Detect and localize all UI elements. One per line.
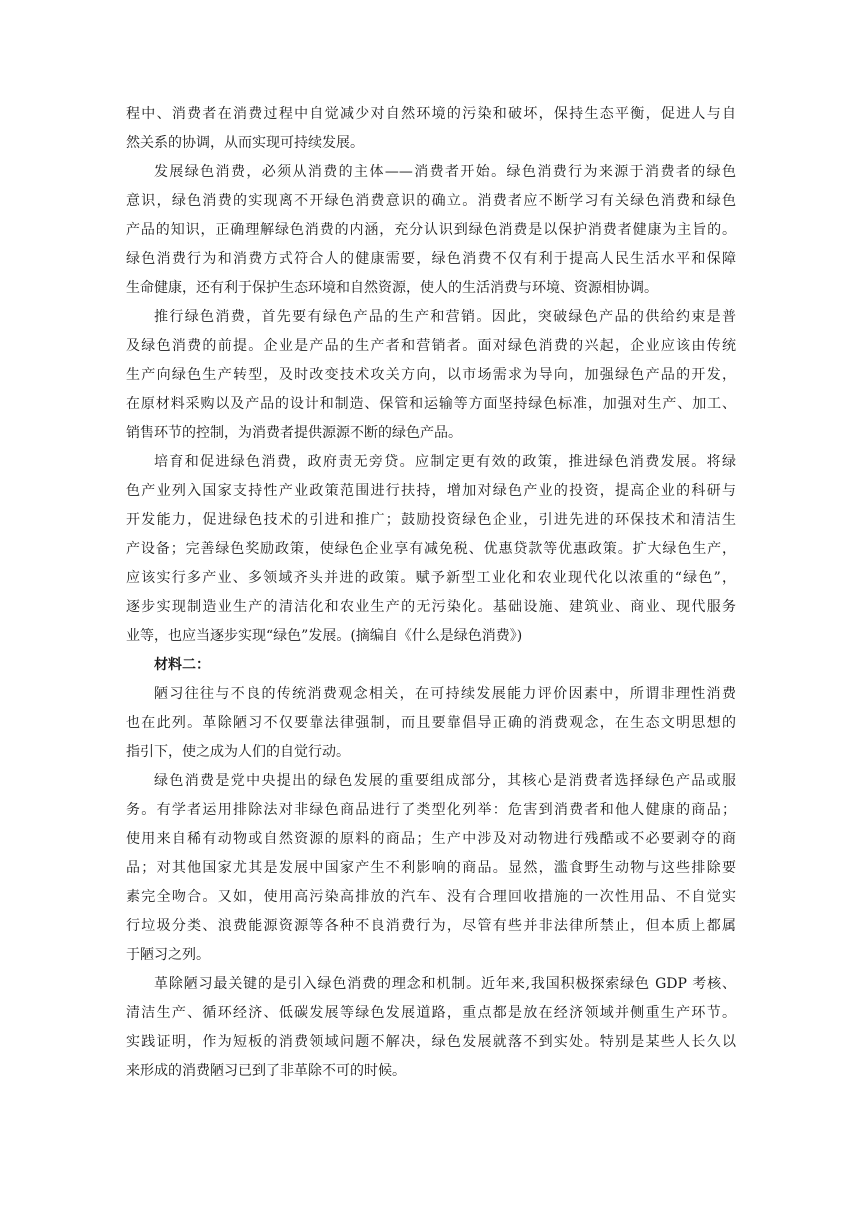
text-line: 指引下，使之成为人们的自觉行动。 [126, 744, 350, 760]
text-line: 色产业列入国家支持性产业政策范围进行扶持，增加对绿色产业的投资，提高企业的科研与 [126, 483, 736, 499]
text-line: 然关系的协调，从而实现可持续发展。 [126, 135, 364, 151]
text-line: 行垃圾分类、浪费能源资源等各种不良消费行为，尽管有些并非法律所禁止，但本质上都属 [126, 918, 736, 934]
text-line: 也在此列。革除陋习不仅要靠法律强制，而且要靠倡导正确的消费观念，在生态文明思想的 [126, 715, 736, 731]
text-line: 陋习往往与不良的传统消费观念相关，在可持续发展能力评价因素中，所谓非理性消费 [154, 686, 736, 702]
text-line: 逐步实现制造业生产的清洁化和农业生产的无污染化。基础设施、建筑业、商业、现代服务 [126, 599, 736, 615]
text-line: 生命健康，还有利于保护生态环境和自然资源，使人的生活消费与环境、资源相协调。 [126, 280, 658, 296]
text-line: 于陋习之列。 [126, 947, 210, 963]
text-line: 培育和促进绿色消费，政府责无旁贷。应制定更有效的政策，推进绿色消费发展。将绿 [154, 454, 736, 470]
text-line: 务。有学者运用排除法对非绿色商品进行了类型化列举：危害到消费者和他人健康的商品； [126, 802, 736, 818]
text-line: 业等，也应当逐步实现“绿色”发展。(摘编自《什么是绿色消费》) [126, 628, 523, 644]
text-line: 清洁生产、循环经济、低碳发展等绿色发展道路，重点都是放在经济领域并侧重生产环节。 [126, 1005, 736, 1021]
text-line: 革除陋习最关键的是引入绿色消费的理念和机制。近年来,我国积极探索绿色 GDP 考核、 [154, 976, 736, 992]
text-line: 素完全吻合。又如，使用高污染高排放的汽车、没有合理回收措施的一次性用品、不自觉实 [126, 889, 736, 905]
text-line: 在原材料采购以及产品的设计和制造、保管和运输等方面坚持绿色标准，加强对生产、加工、 [126, 396, 736, 412]
text-line: 生产向绿色生产转型，及时改变技术攻关方向，以市场需求为导向，加强绿色产品的开发， [126, 367, 736, 383]
section-heading: 材料二： [154, 657, 210, 673]
text-line: 使用来自稀有动物或自然资源的原料的商品；生产中涉及对动物进行残酷或不必要剥夺的商 [126, 831, 736, 847]
text-line: 来形成的消费陋习已到了非革除不可的时候。 [126, 1063, 406, 1079]
text-line: 销售环节的控制，为消费者提供源源不断的绿色产品。 [126, 425, 462, 441]
text-line: 推行绿色消费，首先要有绿色产品的生产和营销。因此，突破绿色产品的供给约束是普 [154, 309, 736, 325]
text-line: 应该实行多产业、多领域齐头并进的政策。赋予新型工业化和农业现代化以浓重的“绿色”， [126, 570, 736, 586]
text-line: 绿色消费行为和消费方式符合人的健康需要，绿色消费不仅有利于提高人民生活水平和保障 [126, 251, 736, 267]
text-line: 及绿色消费的前提。企业是产品的生产者和营销者。面对绿色消费的兴起，企业应该由传统 [126, 338, 736, 354]
text-line: 开发能力，促进绿色技术的引进和推广；鼓励投资绿色企业，引进先进的环保技术和清洁生 [126, 512, 736, 528]
document-page [126, 100, 736, 1086]
text-line: 发展绿色消费，必须从消费的主体——消费者开始。绿色消费行为来源于消费者的绿色 [154, 164, 736, 180]
text-line: 绿色消费是党中央提出的绿色发展的重要组成部分，其核心是消费者选择绿色产品或服 [154, 773, 736, 789]
text-line: 程中、消费者在消费过程中自觉减少对自然环境的污染和破坏，保持生态平衡，促进人与自 [126, 106, 736, 122]
text-line: 产设备；完善绿色奖励政策，使绿色企业享有减免税、优惠贷款等优惠政策。扩大绿色生产， [126, 541, 736, 557]
text-line: 产品的知识，正确理解绿色消费的内涵，充分认识到绿色消费是以保护消费者健康为主旨的。 [126, 222, 736, 238]
text-line: 品；对其他国家尤其是发展中国家产生不利影响的商品。显然，滥食野生动物与这些排除要 [126, 860, 736, 876]
text-line: 实践证明，作为短板的消费领域问题不解决，绿色发展就落不到实处。特别是某些人长久以 [126, 1034, 736, 1050]
text-line: 意识，绿色消费的实现离不开绿色消费意识的确立。消费者应不断学习有关绿色消费和绿色 [126, 193, 736, 209]
